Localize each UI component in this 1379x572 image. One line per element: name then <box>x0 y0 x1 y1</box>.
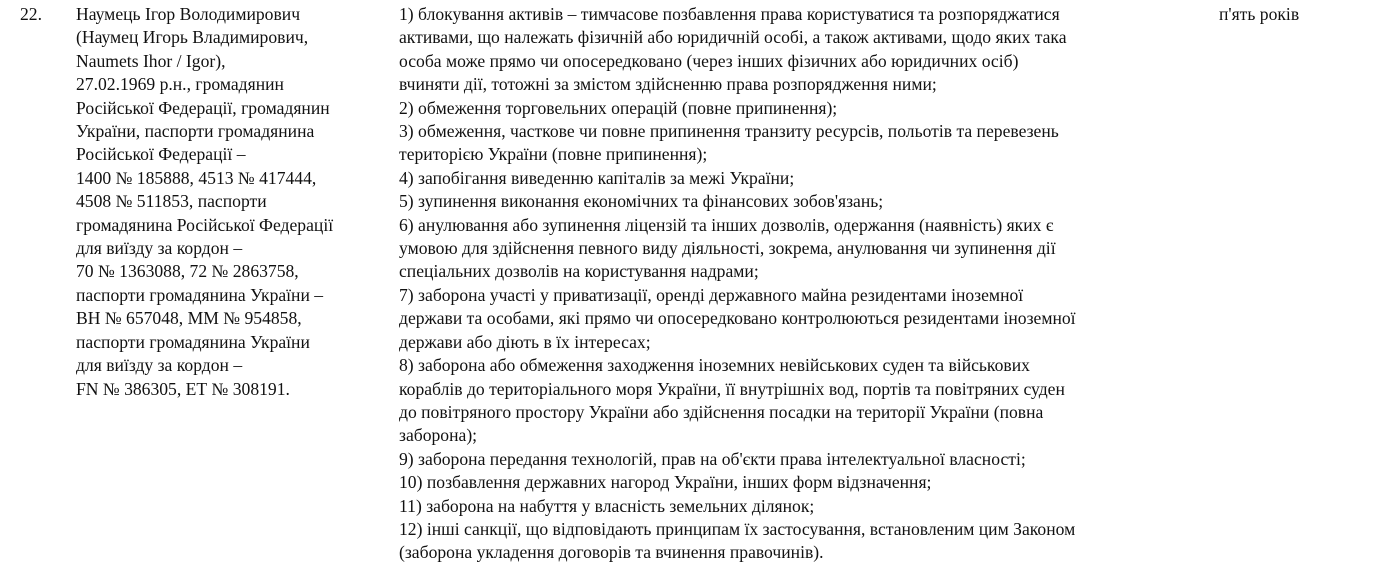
sanction-line: 7) заборона участі у приватизації, оренді державного майна резидентами іноземної <box>399 284 1024 305</box>
person-line: для виїзду за кордон – <box>76 238 243 259</box>
person-line: Naumets Ihor / Igor), <box>76 50 226 71</box>
sanction-line: активами, що належать фізичній або юридичній особі, а також активами, щодо яких така <box>399 27 1067 48</box>
sanction-line: 6) анулювання або зупинення ліцензій та інших дозволів, одержання (наявність) яких є <box>399 214 1054 235</box>
person-line: паспорти громадянина України – <box>76 284 324 305</box>
person-line: 70 № 1363088, 72 № 2863758, <box>76 261 299 282</box>
sanction-line: 5) зупинення виконання економічних та фінансових зобов'язань; <box>399 191 884 212</box>
sanctions-list-cell <box>399 3 1199 565</box>
person-line: 1400 № 185888, 4513 № 417444, <box>76 167 317 188</box>
sanction-line: особа може прямо чи опосередковано (через інших фізичних або юридичних осіб) <box>399 50 1019 71</box>
sanction-line: вчиняти дії, тотожні за змістом здійсненню права розпорядження ними; <box>399 74 937 95</box>
person-line: Російської Федерації, громадянин <box>76 97 330 118</box>
sanction-line: 4) запобігання виведенню капіталів за межі України; <box>399 167 795 188</box>
person-line: паспорти громадянина України <box>76 331 310 352</box>
person-line: FN № 386305, ЕТ № 308191. <box>76 378 290 399</box>
sanction-line: до повітряного простору України або здійснення посадки на території України (повна <box>399 401 1044 422</box>
person-line: громадянина Російської Федерації <box>76 214 334 235</box>
sanction-line: 12) інші санкції, що відповідають принципам їх застосування, встановленим цим Законом <box>399 518 1076 539</box>
person-line: для виїзду за кордон – <box>76 355 243 376</box>
sanction-line: територією України (повне припинення); <box>399 144 708 165</box>
person-line: Російської Федерації – <box>76 144 246 165</box>
sanction-line: 9) заборона передання технологій, прав на об'єкти права інтелектуальної власності; <box>399 448 1026 469</box>
sanction-line: держави та особами, які прямо чи опосередковано контролюються резидентами іноземної <box>399 308 1076 329</box>
sanction-line: (заборона укладення договорів та вчинення правочинів). <box>399 542 824 563</box>
sanction-line: держави або діють в їх інтересах; <box>399 331 651 352</box>
sanction-line: 11) заборона на набуття у власність земельних ділянок; <box>399 495 815 516</box>
person-details-cell <box>76 3 386 401</box>
person-line: України, паспорти громадянина <box>76 121 315 142</box>
person-line: Наумець Ігор Володимирович <box>76 4 301 24</box>
person-line: 4508 № 511853, паспорти <box>76 191 267 212</box>
sanction-line: 1) блокування активів – тимчасове позбавлення права користуватися та розпоряджатися <box>399 4 1060 24</box>
sanction-line: заборона); <box>399 425 478 446</box>
person-line: 27.02.1969 р.н., громадянин <box>76 74 284 95</box>
entry-number: 22. <box>20 4 42 24</box>
sanction-line: 8) заборона або обмеження заходження іноземних невійськових суден та військових <box>399 355 1030 376</box>
sanction-line: 3) обмеження, часткове чи повне припинення транзиту ресурсів, польотів та перевезень <box>399 121 1059 142</box>
person-line: ВН № 657048, ММ № 954858, <box>76 308 302 329</box>
sanction-line: спеціальних дозволів на користування надрами; <box>399 261 759 282</box>
person-line: (Наумец Игорь Владимирович, <box>76 27 309 48</box>
sanction-line: 10) позбавлення державних нагород України, інших форм відзначення; <box>399 472 932 493</box>
sanction-line: кораблів до територіального моря України, її внутрішніх вод, портів та повітряних суден <box>399 378 1065 399</box>
sanction-line: 2) обмеження торговельних операцій (повне припинення); <box>399 97 838 118</box>
sanction-term: п'ять років <box>1219 4 1300 24</box>
sanction-line: умовою для здійснення певного виду діяльності, зокрема, анулювання чи зупинення дії <box>399 238 1056 259</box>
